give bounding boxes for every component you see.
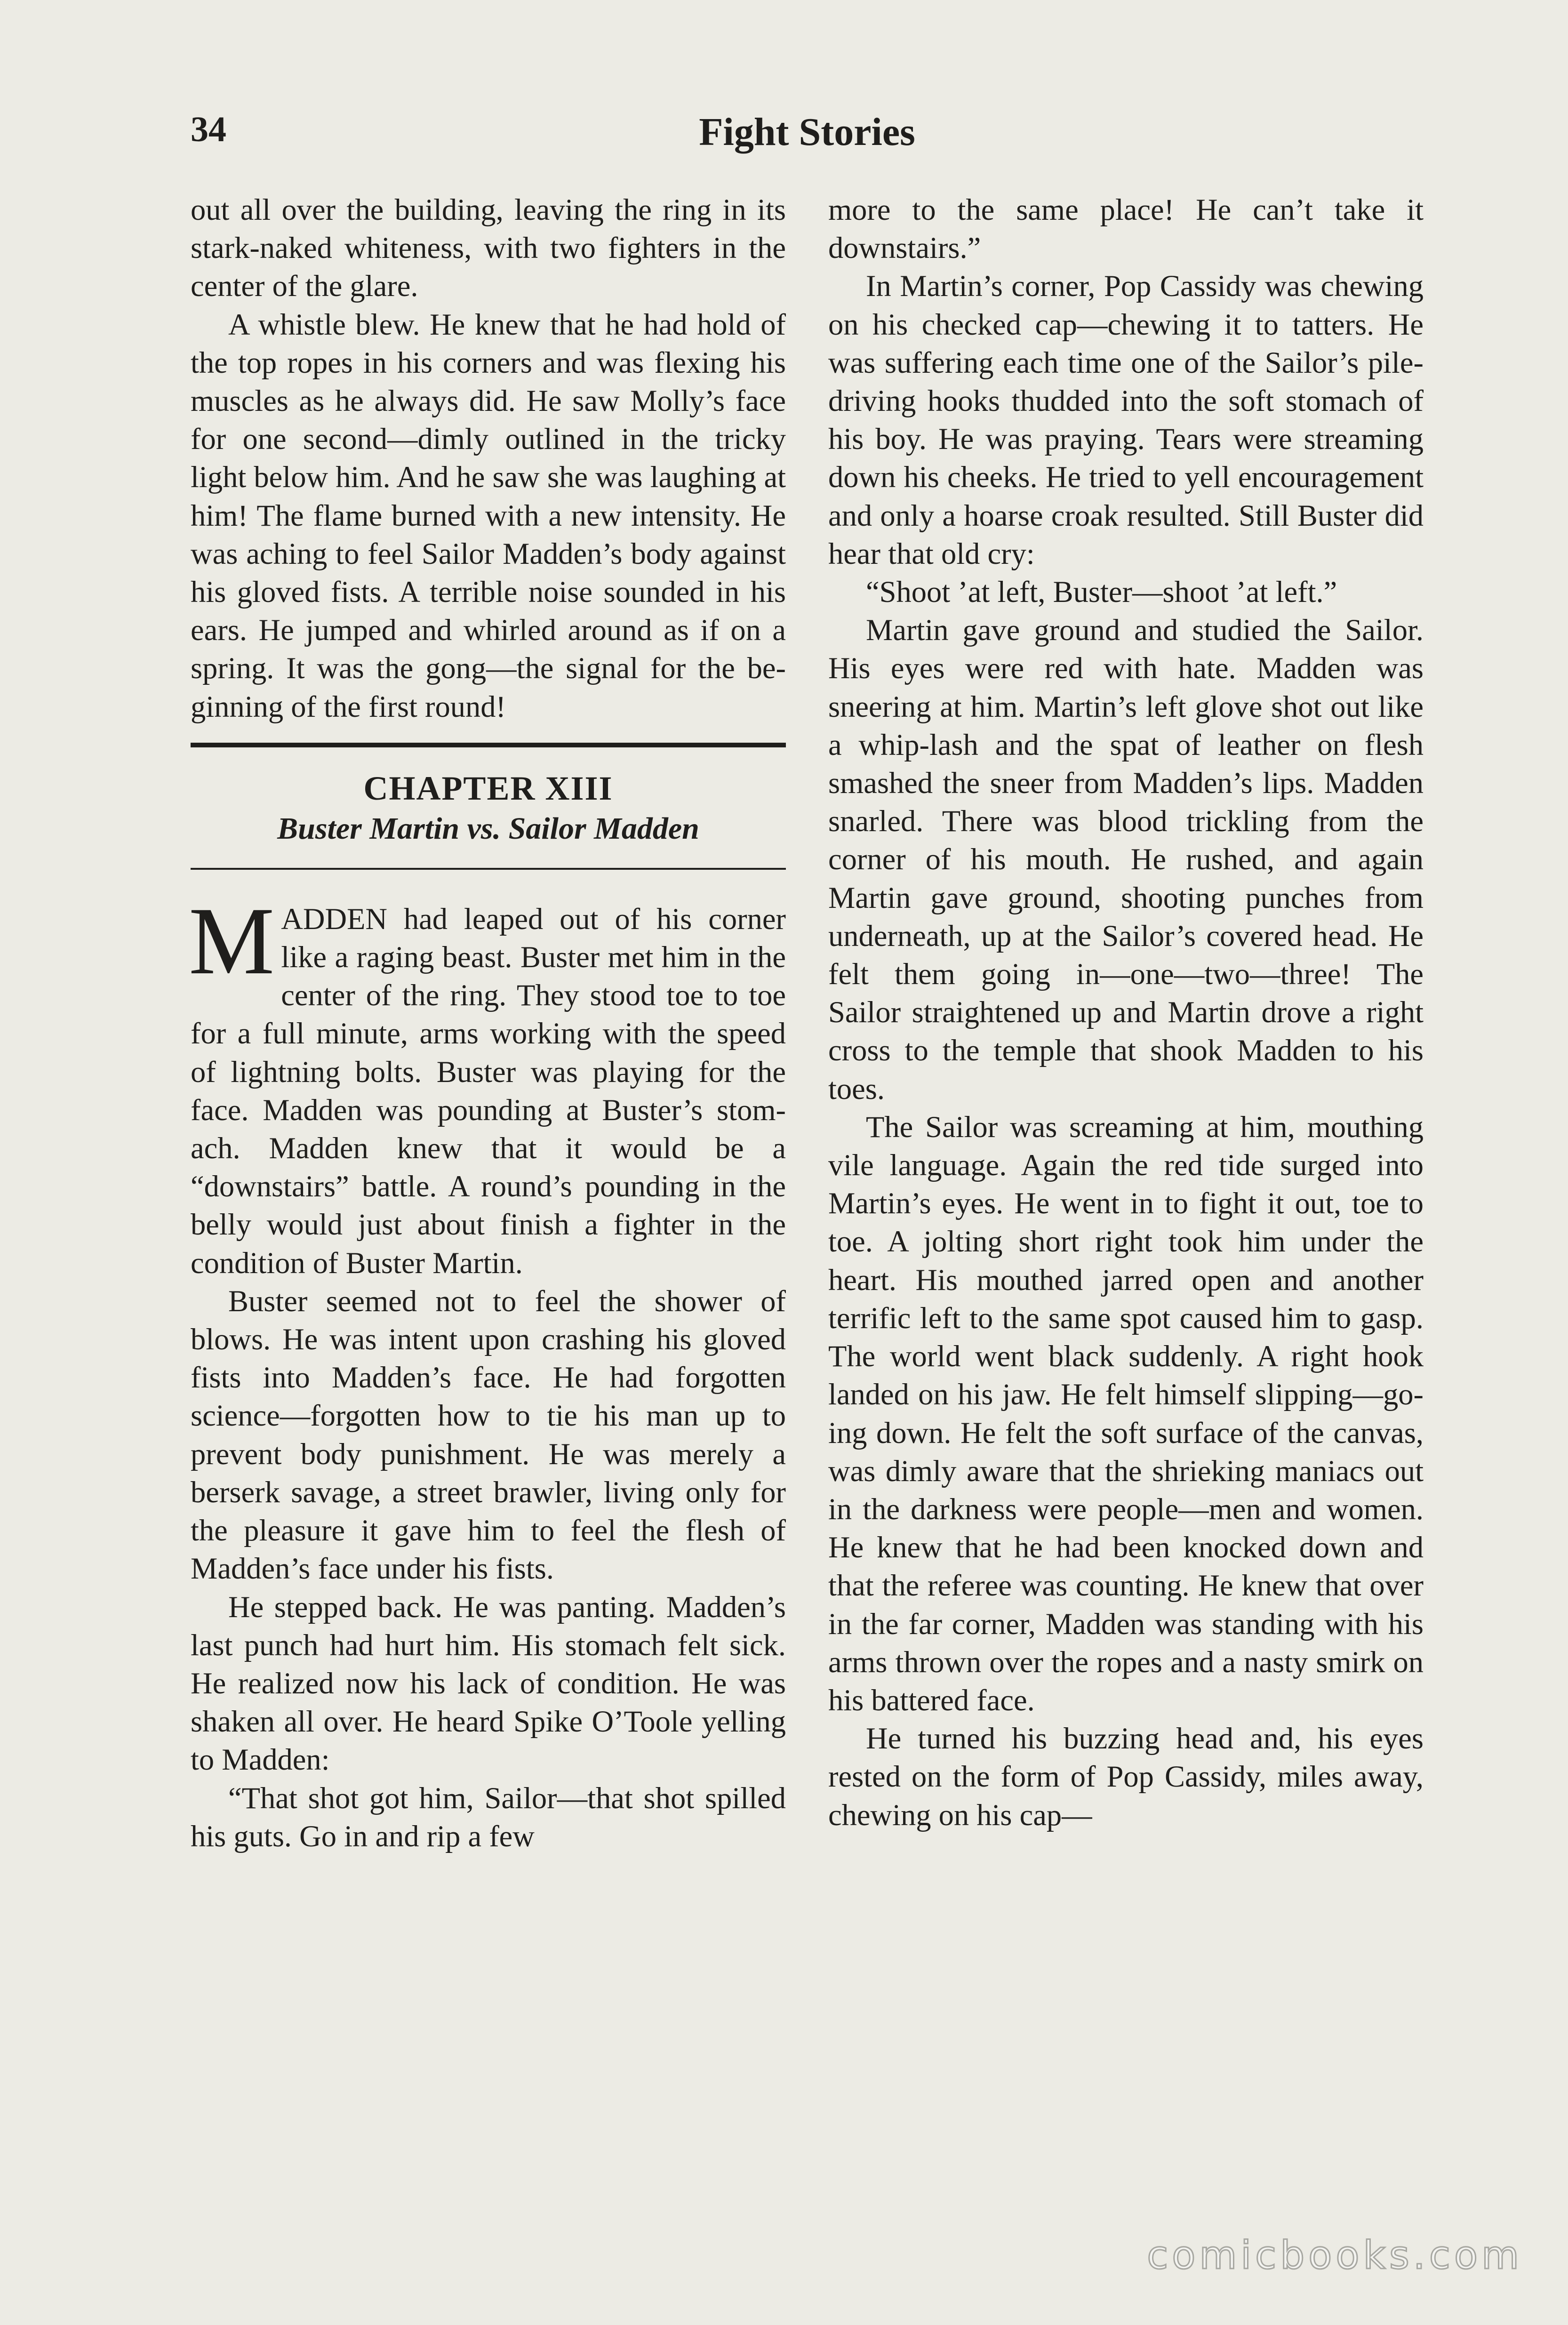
paragraph: He turned his buzzing head and, his eyes rested on the form of Pop Cassidy, miles away, chewing on his cap—: [828, 1722, 1424, 1832]
drop-cap: M: [189, 887, 275, 994]
paragraph: out all over the building, leaving the ring in its stark-naked whiteness, with two fighters in the center of the glare.: [191, 193, 786, 303]
paragraph: “That shot got him, Sailor—that shot spilled his guts. Go in and rip a few: [191, 1781, 786, 1853]
paragraph: Martin gave ground and studied the Sailor. His eyes were red with hate. Madden was sneering at him. Martin’s left glove shot out like a whip-lash and the spat of leather on flesh smashed the sneer from Madden’s lips. Madden snarled. There was blood trickling from the corner of his mouth. He rushed, and again Martin gave ground, shooting punches from underneath, up at the Sailor’s covered head. He felt them going in—one—two—three! The Sailor straightened up and Martin drove a right cross to the temple that shook Madden to his toes.: [828, 613, 1424, 1106]
paragraph: “Shoot ’at left, Buster—shoot ’at left.”: [866, 575, 1337, 609]
paragraph: He stepped back. He was panting. Madden’s last punch had hurt him. His stomach felt sick. He realized now his lack of condition. He was shaken all over. He heard Spike O’Toole yelling to Madden:: [191, 1590, 786, 1777]
paragraph: In Martin’s corner, Pop Cassidy was chewing on his checked cap—chewing it to tatters. He was suffering each time one of the Sailor’s pile-driving hooks thudded into the soft stomach of his boy. He was praying. Tears were streaming down his cheeks. He tried to yell encouragement and only a hoarse croak resulted. Still Buster did hear that old cry:: [828, 269, 1424, 570]
opening-paragraph: [189, 887, 786, 1282]
left-column: [191, 191, 786, 1855]
chapter-heading: CHAPTER XIII: [363, 769, 613, 807]
paragraph: more to the same place! He can’t take it downstairs.”: [828, 193, 1424, 265]
watermark: comicbooks.com: [1147, 2233, 1523, 2278]
running-title: Fight Stories: [699, 110, 915, 154]
page-number: 34: [191, 110, 226, 149]
right-column: [828, 191, 1424, 1834]
paragraph: The Sailor was screaming at him, mouthing vile language. Again the red tide surged into Martin’s eyes. He went in to fight it out, toe to toe. A jolting short right took him under the heart. His mouthed jarred open and another terrific left to the same spot caused him to gasp. The world went black suddenly. A right hook landed on his jaw. He felt himself slipping—going down. He felt the soft surface of the canvas, was dimly aware that the shrieking maniacs out in the darkness were people—men and women. He knew that he had been knocked down and that the referee was counting. He knew that over in the far corner, Madden was standing with his arms thrown over the ropes and a nasty smirk on his battered face.: [828, 1110, 1424, 1717]
running-head: [191, 109, 1424, 161]
chapter-bottom-rule: [191, 868, 786, 870]
chapter-divider-rule: [191, 743, 786, 747]
opening-text: ADDEN had leaped out of his corner like a raging beast. Buster met him in the center of the ring. They stood toe to toe for a full minute, arms working with the speed of lightning bolts. Buster was playing for the face. Madden was pounding at Buster’s stomach. Madden knew that it would be a “downstairs” battle. A round’s pounding in the belly would just about finish a fighter in the condition of Buster Martin.: [191, 902, 786, 1280]
paragraph: A whistle blew. He knew that he had hold of the top ropes in his corners and was flexing his muscles as he always did. He saw Molly’s face for one second—dimly outlined in the tricky light below him. And he saw she was laughing at him! The flame burned with a new intensity. He was aching to feel Sailor Madden’s body against his gloved fists. A terrible noise sounded in his ears. He jumped and whirled around as if on a spring. It was the gong—the signal for the beginning of the first round!: [191, 307, 786, 723]
paragraph: Buster seemed not to feel the shower of blows. He was intent upon crashing his gloved fists into Madden’s face. He had forgotten science—forgotten how to tie his man up to prevent body punishment. He was merely a berserk savage, a street brawler, living only for the pleasure it gave him to feel the flesh of Madden’s face under his fists.: [191, 1284, 786, 1586]
chapter-subtitle: Buster Martin vs. Sailor Madden: [277, 811, 699, 846]
